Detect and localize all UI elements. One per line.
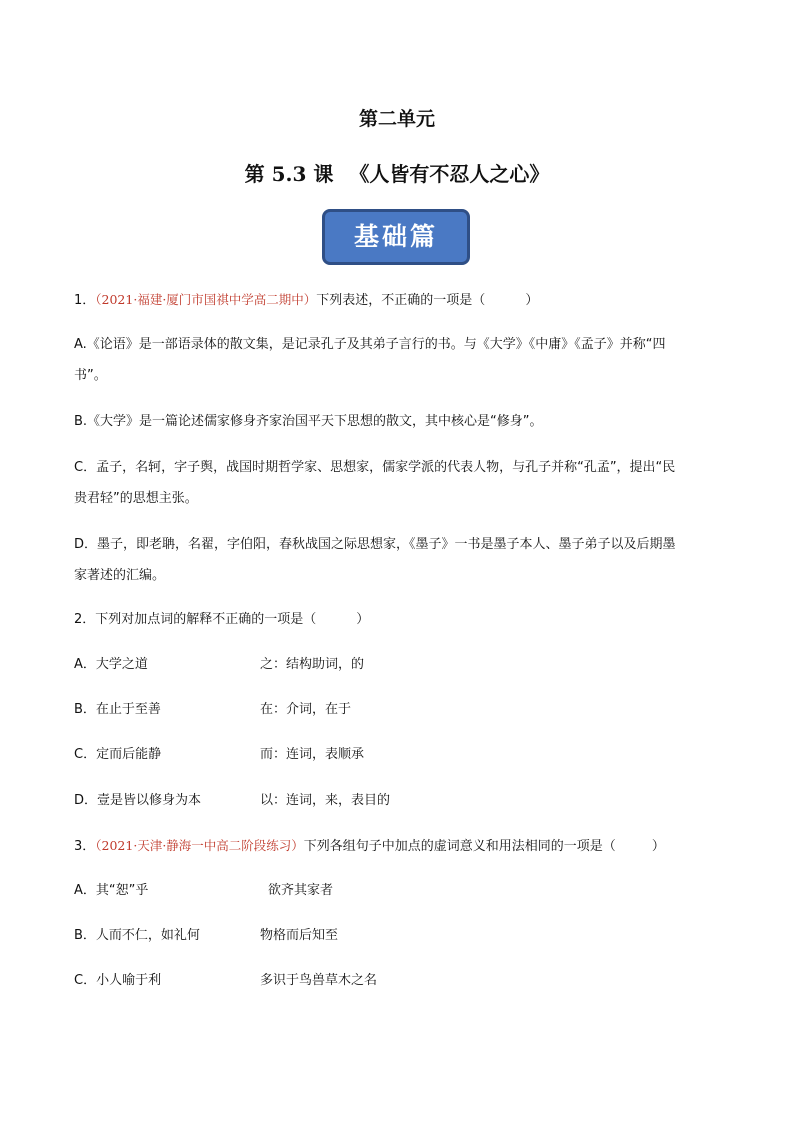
question-text-end: ） — [651, 839, 665, 854]
lesson-title — [0, 158, 794, 187]
q1-option-c-line1: C．孟子，名轲，字子舆，战国时期哲学家、思想家，儒家学派的代表人物，与孔子并称“孔孟”，提出“民 — [74, 460, 676, 475]
q2-option-left: B．在止于至善 — [74, 702, 161, 717]
q1-option-d-line2: 家著述的汇编。 — [74, 568, 166, 583]
lesson-number: 第 5.3 课 — [244, 162, 334, 186]
q3-option-row — [74, 971, 734, 991]
q3-option-right: 物格而后知至 — [260, 928, 339, 943]
q2-option-right: 之：结构助词，的 — [260, 657, 365, 672]
q1-option-b: B.《大学》是一篇论述儒家修身齐家治国平天下思想的散文，其中核心是“修身”。 — [74, 414, 543, 429]
q3-option-left: B．人而不仁，如礼何 — [74, 928, 200, 943]
question-2-stem — [74, 610, 369, 630]
q2-option-right: 而：连词，表顺承 — [260, 747, 365, 762]
q2-option-row — [74, 791, 734, 811]
section-badge: 基础篇 — [322, 209, 470, 265]
q1-option-a-line1: A.《论语》是一部语录体的散文集，是记录孔子及其弟子言行的书。与《大学》《中庸》《孟子》并称“四 — [74, 337, 666, 352]
question-text: 2．下列对加点词的解释不正确的一项是（ — [74, 612, 317, 627]
q2-option-left: A．大学之道 — [74, 657, 148, 672]
q3-option-left: C．小人喻于利 — [74, 973, 162, 988]
question-text-end: ） — [356, 612, 370, 627]
q3-option-right: 多识于鸟兽草木之名 — [260, 973, 378, 988]
question-text-end: ） — [525, 293, 539, 308]
question-number: 3． — [74, 839, 96, 854]
question-1-stem — [74, 290, 538, 311]
q2-option-right: 以：连词，来，表目的 — [260, 793, 391, 808]
unit-title: 第二单元 — [358, 108, 435, 130]
q3-option-right: 欲齐其家者 — [268, 883, 334, 898]
question-source: （2021·福建·厦门市国祺中学高二期中） — [95, 292, 317, 307]
q2-option-left: D．壹是皆以修身为本 — [74, 793, 202, 808]
q1-option-a-line2: 书”。 — [74, 368, 107, 383]
q1-option-c-line2: 贵君轻”的思想主张。 — [74, 491, 198, 506]
question-number: 1． — [74, 293, 96, 308]
q2-option-row — [74, 700, 734, 720]
q2-option-right: 在：介词，在于 — [260, 702, 352, 717]
q2-option-row — [74, 745, 734, 765]
q3-option-row — [74, 881, 734, 901]
question-text: 下列表述，不正确的一项是（ — [316, 293, 486, 308]
question-source: （2021·天津·静海一中高二阶段练习） — [95, 838, 304, 853]
q3-option-row — [74, 926, 734, 946]
q2-option-row — [74, 655, 734, 675]
question-text: 下列各组句子中加点的虚词意义和用法相同的一项是（ — [303, 839, 616, 854]
lesson-name: 《人皆有不忍人之心》 — [349, 162, 550, 186]
question-3-stem — [74, 836, 665, 857]
q2-option-left: C．定而后能静 — [74, 747, 162, 762]
q1-option-d-line1: D．墨子，即老聃，名翟，字伯阳，春秋战国之际思想家，《墨子》一书是墨子本人、墨子弟子以及后期墨 — [74, 537, 676, 552]
q3-option-left: A．其“恕”乎 — [74, 883, 149, 898]
